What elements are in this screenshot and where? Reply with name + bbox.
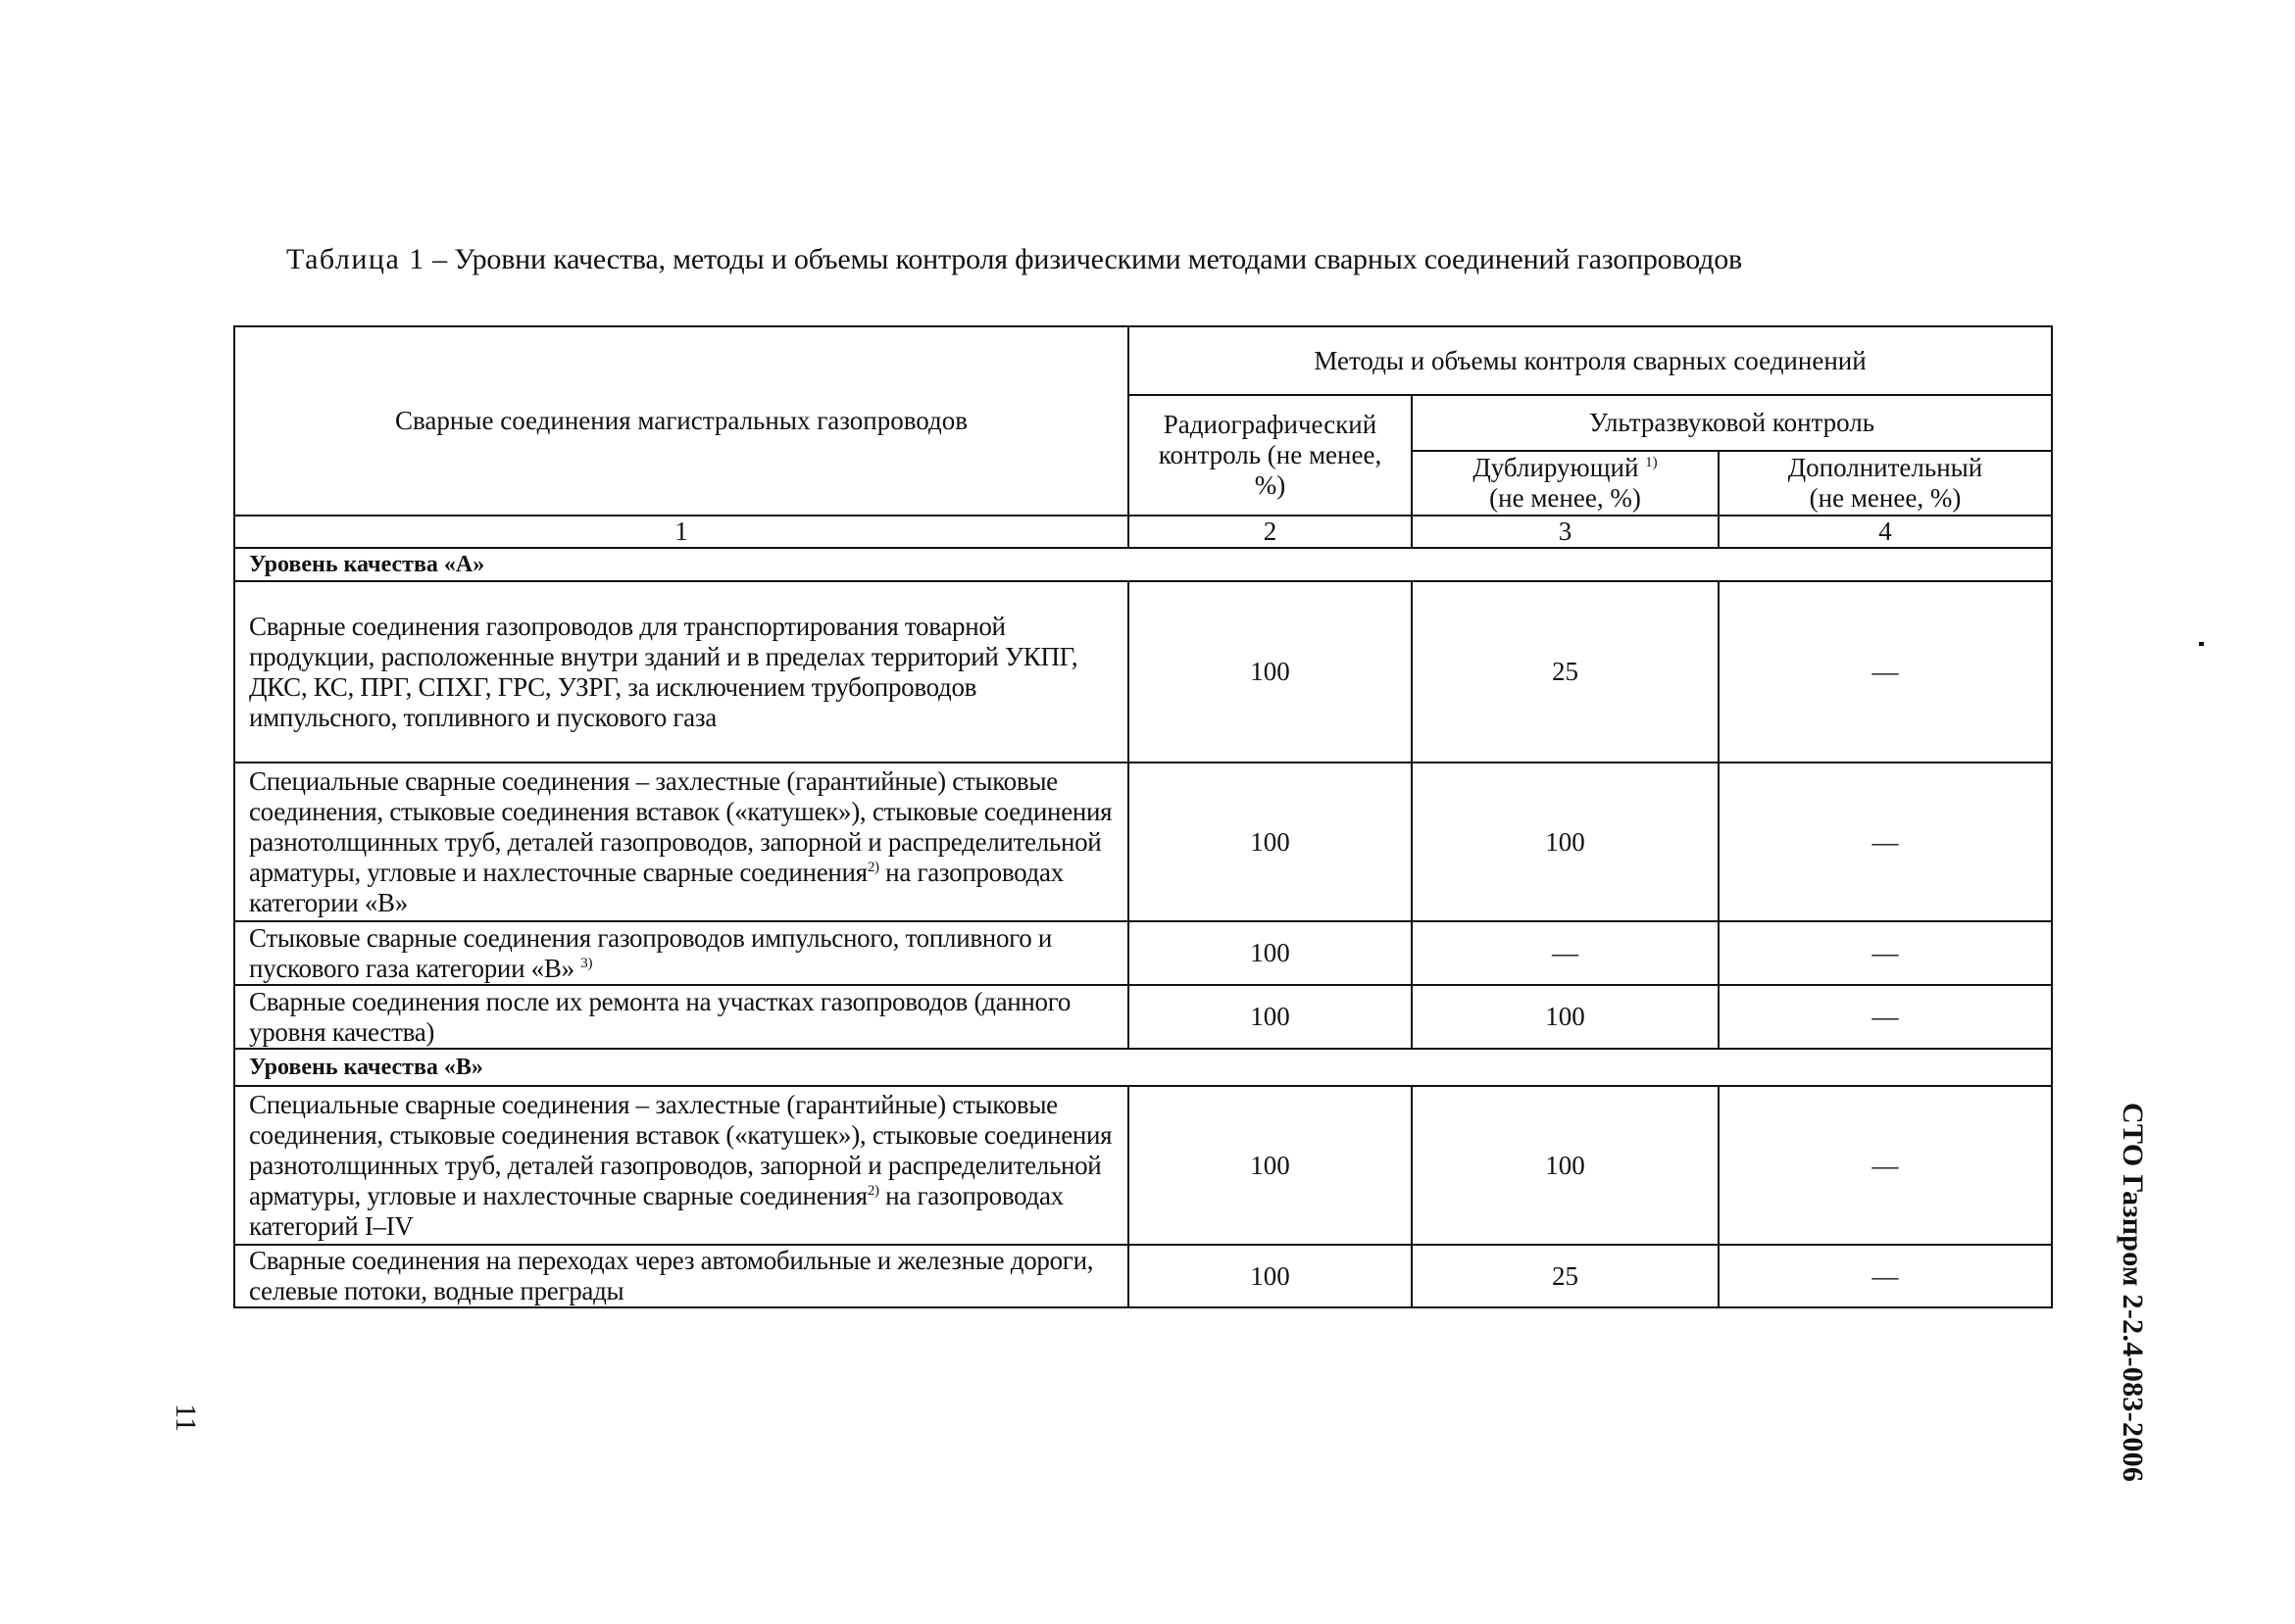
caption-text: – Уровни качества, методы и объемы контроля физическими методами сварных соединений газопроводов: [424, 243, 1742, 275]
cell-radiographic: 100: [1128, 1245, 1412, 1307]
document-code: СТО Газпром 2-2.4-083-2006: [2117, 1103, 2149, 1483]
footnote-mark: 3): [580, 955, 593, 971]
cell-duplicate: 100: [1412, 985, 1719, 1049]
row-description: Сварные соединения после их ремонта на участках газопроводов (данного уровня качества): [234, 985, 1128, 1049]
row-description: Сварные соединения на переходах через автомобильные и железные дороги, селевые потоки, водные преграды: [234, 1245, 1128, 1307]
cell-duplicate: 100: [1412, 1086, 1719, 1245]
footnote-mark: 1): [1645, 455, 1658, 470]
cell-additional: —: [1719, 1245, 2052, 1307]
cell-radiographic: 100: [1128, 921, 1412, 985]
header-duplicate: Дублирующий $^{1)}$ (не менее, %): [1412, 451, 1719, 516]
cell-duplicate: 25: [1412, 1245, 1719, 1307]
cell-radiographic: 100: [1128, 1086, 1412, 1245]
row-description: Специальные сварные соединения – захлестные (гарантийные) стыковые соединения, стыковые соединения вставок («катушек»), стыковые соединения разнотолщинных труб, деталей газопроводов, запорной и распределительной арматуры, угловые и нахлесточные сварные соединения$^{2)}$ на газопроводах категорий I–IV: [234, 1086, 1128, 1245]
header-ultrasonic: Ультразвуковой контроль: [1412, 395, 2052, 451]
cell-duplicate: 25: [1412, 581, 1719, 763]
table-row: [234, 581, 2052, 763]
col-number: 3: [1412, 516, 1719, 548]
section-title-b: Уровень качества «В»: [234, 1049, 2052, 1086]
control-table: [233, 325, 2053, 1308]
table-row: [234, 1245, 2052, 1307]
cell-additional: —: [1719, 581, 2052, 763]
header-radiographic: Радиографический контроль (не менее, %): [1128, 395, 1412, 516]
caption-label: Таблица 1: [286, 243, 425, 275]
table-row: [234, 1086, 2052, 1245]
table-caption: [286, 243, 1742, 276]
cell-additional: —: [1719, 985, 2052, 1049]
cell-duplicate: —: [1412, 921, 1719, 985]
page-number: 11: [170, 1403, 202, 1432]
cell-radiographic: 100: [1128, 581, 1412, 763]
row-description: Стыковые сварные соединения газопроводов импульсного, топливного и пускового газа категории «В» $^{3)}$: [234, 921, 1128, 985]
table-row: [234, 921, 2052, 985]
column-numbers-row: [234, 516, 2052, 548]
cell-duplicate: 100: [1412, 763, 1719, 921]
section-title-a: Уровень качества «А»: [234, 548, 2052, 581]
col-number: 2: [1128, 516, 1412, 548]
header-welded-joints: Сварные соединения магистральных газопроводов: [234, 326, 1128, 516]
cell-radiographic: 100: [1128, 763, 1412, 921]
header-methods: Методы и объемы контроля сварных соединений: [1128, 326, 2052, 395]
scan-mark: [2199, 642, 2204, 646]
header-additional: Дополнительный (не менее, %): [1719, 451, 2052, 516]
table-row: [234, 763, 2052, 921]
cell-additional: —: [1719, 1086, 2052, 1245]
row-description: Сварные соединения газопроводов для транспортирования товарной продукции, расположенные внутри зданий и в пределах территорий УКПГ, ДКС, КС, ПРГ, СПХГ, ГРС, УЗРГ, за исключением трубопроводов импульсного, топливного и пускового газа: [234, 581, 1128, 763]
cell-additional: —: [1719, 921, 2052, 985]
footnote-mark: 2): [867, 859, 879, 875]
col-number: 1: [234, 516, 1128, 548]
table-row: [234, 985, 2052, 1049]
row-description: Специальные сварные соединения – захлестные (гарантийные) стыковые соединения, стыковые соединения вставок («катушек»), стыковые соединения разнотолщинных труб, деталей газопроводов, запорной и распределительной арматуры, угловые и нахлесточные сварные соединения$^{2)}$ на газопроводах категории «В»: [234, 763, 1128, 921]
cell-radiographic: 100: [1128, 985, 1412, 1049]
cell-additional: —: [1719, 763, 2052, 921]
col-number: 4: [1719, 516, 2052, 548]
footnote-mark: 2): [867, 1182, 879, 1199]
